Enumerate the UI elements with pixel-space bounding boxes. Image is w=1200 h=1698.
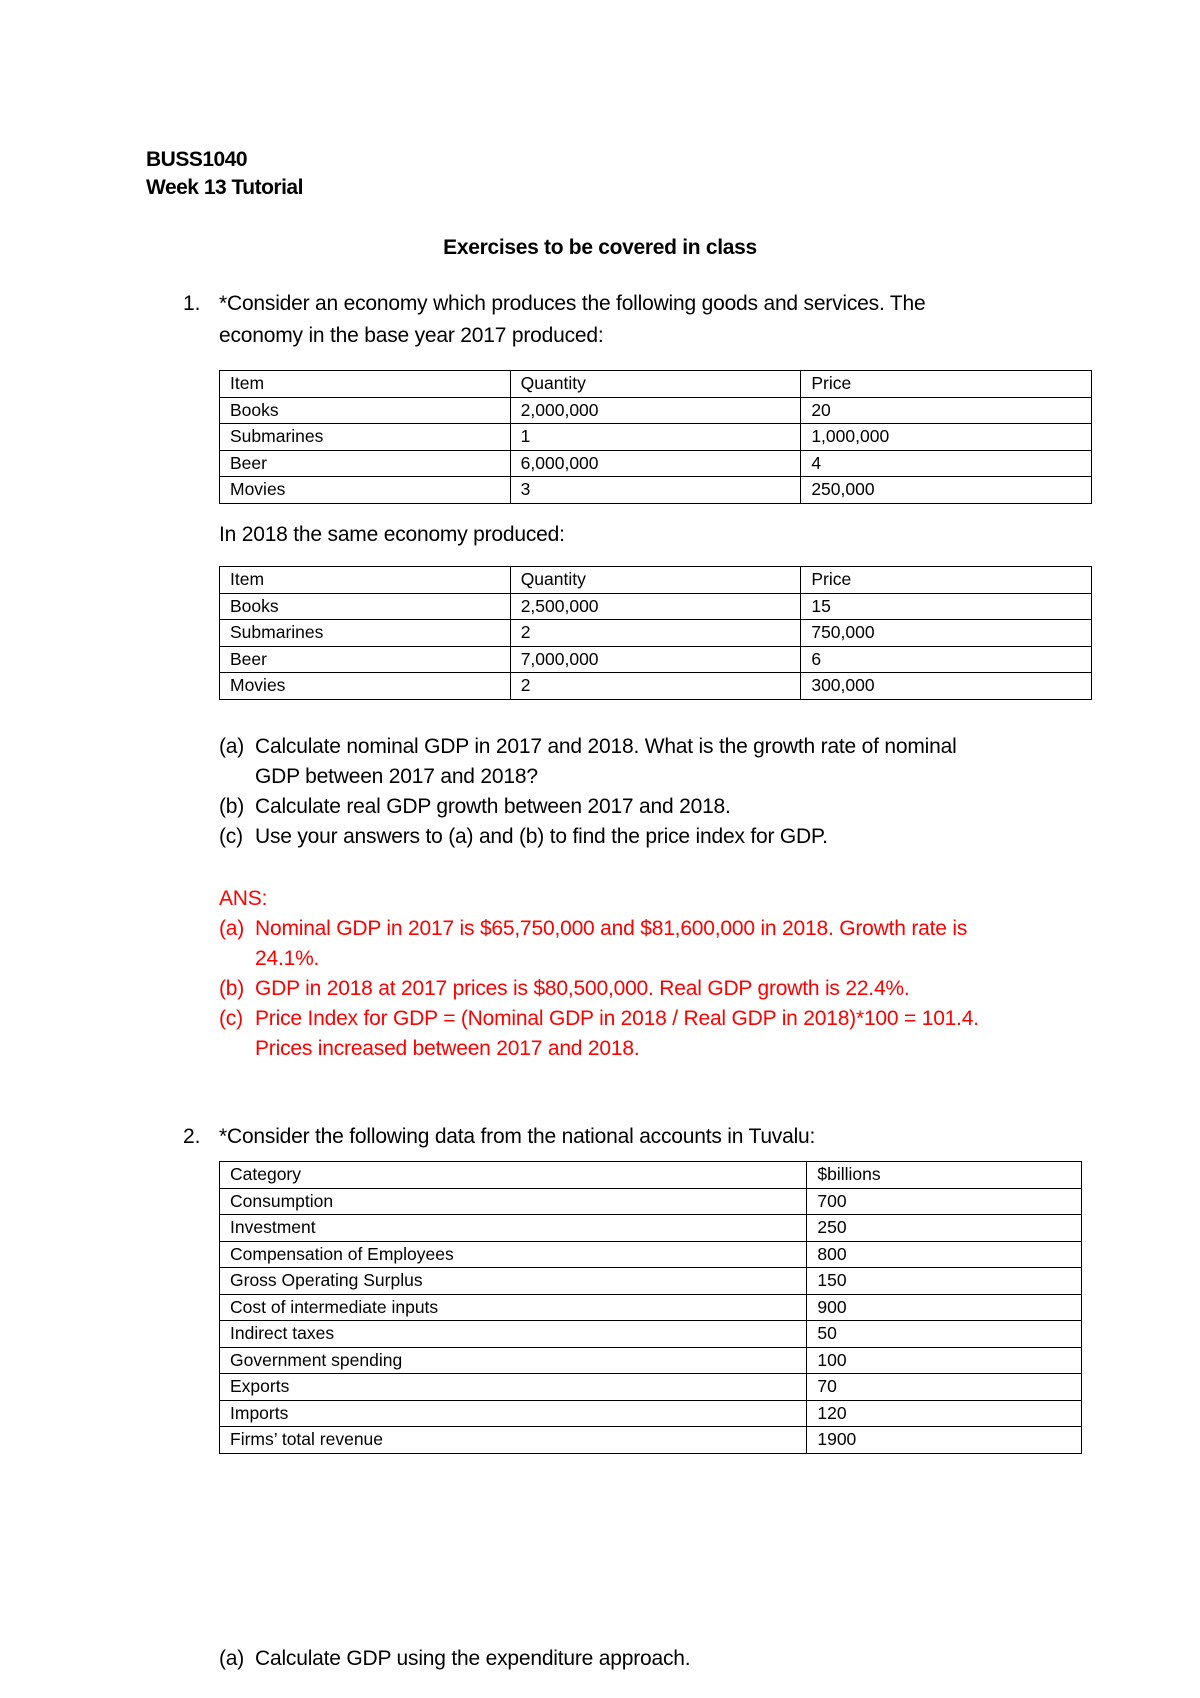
table-cell: 700 (807, 1188, 1082, 1215)
table-cell: 120 (807, 1400, 1082, 1427)
answer-c-line2: Prices increased between 2017 and 2018. (255, 1037, 640, 1060)
table-cell: 800 (807, 1241, 1082, 1268)
q1-part-b-label: (b) (219, 795, 245, 818)
table-cell: Submarines (220, 424, 511, 451)
answer-c-label: (c) (219, 1007, 243, 1030)
table-row (220, 1241, 1082, 1268)
tuvalu-accounts-table (219, 1161, 1082, 1454)
table-header-row (220, 567, 1092, 594)
table-cell: Books (220, 593, 511, 620)
header-cell: Price (801, 567, 1092, 594)
table-row (220, 1400, 1082, 1427)
table-cell: 20 (801, 397, 1092, 424)
table-cell: 15 (801, 593, 1092, 620)
header-cell: Quantity (510, 567, 801, 594)
q1-part-a-line1: Calculate nominal GDP in 2017 and 2018. What is the growth rate of nominal (255, 735, 957, 758)
table-header-row (220, 1162, 1082, 1189)
table-cell: Gross Operating Surplus (220, 1268, 807, 1295)
q1-intro-line2: economy in the base year 2017 produced: (219, 324, 604, 347)
table-cell: 6,000,000 (510, 450, 801, 477)
q1-part-c-text: Use your answers to (a) and (b) to find the price index for GDP. (255, 825, 828, 848)
q2-part-a-label: (a) (219, 1647, 245, 1670)
q2-part-a-text: Calculate GDP using the expenditure approach. (255, 1647, 691, 1670)
table-row (220, 1294, 1082, 1321)
table-cell: 4 (801, 450, 1092, 477)
tutorial-week: Week 13 Tutorial (146, 176, 303, 199)
table-cell: 150 (807, 1268, 1082, 1295)
table-cell: Indirect taxes (220, 1321, 807, 1348)
q1-mid-text: In 2018 the same economy produced: (219, 523, 565, 546)
table-row (220, 620, 1092, 647)
table-cell: 70 (807, 1374, 1082, 1401)
answer-a-line2: 24.1%. (255, 947, 320, 970)
q2-number: 2. (183, 1125, 201, 1148)
answers-heading: ANS: (219, 887, 268, 910)
header-cell: Item (220, 371, 511, 398)
table-cell: 100 (807, 1347, 1082, 1374)
course-code: BUSS1040 (146, 148, 248, 171)
table-cell: Consumption (220, 1188, 807, 1215)
answer-c-line1: Price Index for GDP = (Nominal GDP in 2018 / Real GDP in 2018)*100 = 101.4. (255, 1007, 979, 1030)
table-cell: Government spending (220, 1347, 807, 1374)
table-cell: 300,000 (801, 673, 1092, 700)
table-cell: 3 (510, 477, 801, 504)
answer-b-text: GDP in 2018 at 2017 prices is $80,500,000. Real GDP growth is 22.4%. (255, 977, 910, 1000)
table-row (220, 1268, 1082, 1295)
q1-part-c-label: (c) (219, 825, 243, 848)
table-row (220, 424, 1092, 451)
table-cell: Exports (220, 1374, 807, 1401)
table-cell: 1900 (807, 1427, 1082, 1454)
q2-intro: *Consider the following data from the national accounts in Tuvalu: (219, 1125, 816, 1148)
header-cell: Quantity (510, 371, 801, 398)
q1-intro-line1: *Consider an economy which produces the following goods and services. The (219, 292, 926, 315)
table-cell: Movies (220, 477, 511, 504)
table-row (220, 673, 1092, 700)
table-row (220, 646, 1092, 673)
header-cell: Price (801, 371, 1092, 398)
q1-part-a-line2: GDP between 2017 and 2018? (255, 765, 538, 788)
table-cell: Books (220, 397, 511, 424)
table-cell: Imports (220, 1400, 807, 1427)
table-2018 (219, 566, 1092, 700)
header-cell: Category (220, 1162, 807, 1189)
answer-b-label: (b) (219, 977, 245, 1000)
table-cell: Investment (220, 1215, 807, 1242)
table-cell: Movies (220, 673, 511, 700)
q1-part-a-label: (a) (219, 735, 245, 758)
q1-part-b-text: Calculate real GDP growth between 2017 and 2018. (255, 795, 731, 818)
answer-a-label: (a) (219, 917, 245, 940)
table-cell: 2,000,000 (510, 397, 801, 424)
table-row (220, 1427, 1082, 1454)
table-cell: 250 (807, 1215, 1082, 1242)
table-row (220, 1321, 1082, 1348)
table-row (220, 1188, 1082, 1215)
table-row (220, 450, 1092, 477)
table-cell: 900 (807, 1294, 1082, 1321)
table-cell: Compensation of Employees (220, 1241, 807, 1268)
table-cell: Beer (220, 646, 511, 673)
table-cell: 250,000 (801, 477, 1092, 504)
table-cell: 2 (510, 673, 801, 700)
table-row (220, 1374, 1082, 1401)
answer-a-line1: Nominal GDP in 2017 is $65,750,000 and $81,600,000 in 2018. Growth rate is (255, 917, 968, 940)
table-cell: 7,000,000 (510, 646, 801, 673)
table-2017 (219, 370, 1092, 504)
page-title: Exercises to be covered in class (443, 236, 757, 259)
table-cell: 1 (510, 424, 801, 451)
table-cell: Cost of intermediate inputs (220, 1294, 807, 1321)
table-cell: 750,000 (801, 620, 1092, 647)
q1-number: 1. (183, 292, 201, 315)
header-cell: Item (220, 567, 511, 594)
table-row (220, 397, 1092, 424)
table-cell: Firms’ total revenue (220, 1427, 807, 1454)
table-cell: 6 (801, 646, 1092, 673)
table-cell: 2 (510, 620, 801, 647)
table-row (220, 593, 1092, 620)
table-cell: Beer (220, 450, 511, 477)
table-cell: 2,500,000 (510, 593, 801, 620)
table-row (220, 477, 1092, 504)
table-row (220, 1347, 1082, 1374)
table-cell: 1,000,000 (801, 424, 1092, 451)
header-cell: $billions (807, 1162, 1082, 1189)
table-cell: 50 (807, 1321, 1082, 1348)
table-header-row (220, 371, 1092, 398)
table-row (220, 1215, 1082, 1242)
table-cell: Submarines (220, 620, 511, 647)
